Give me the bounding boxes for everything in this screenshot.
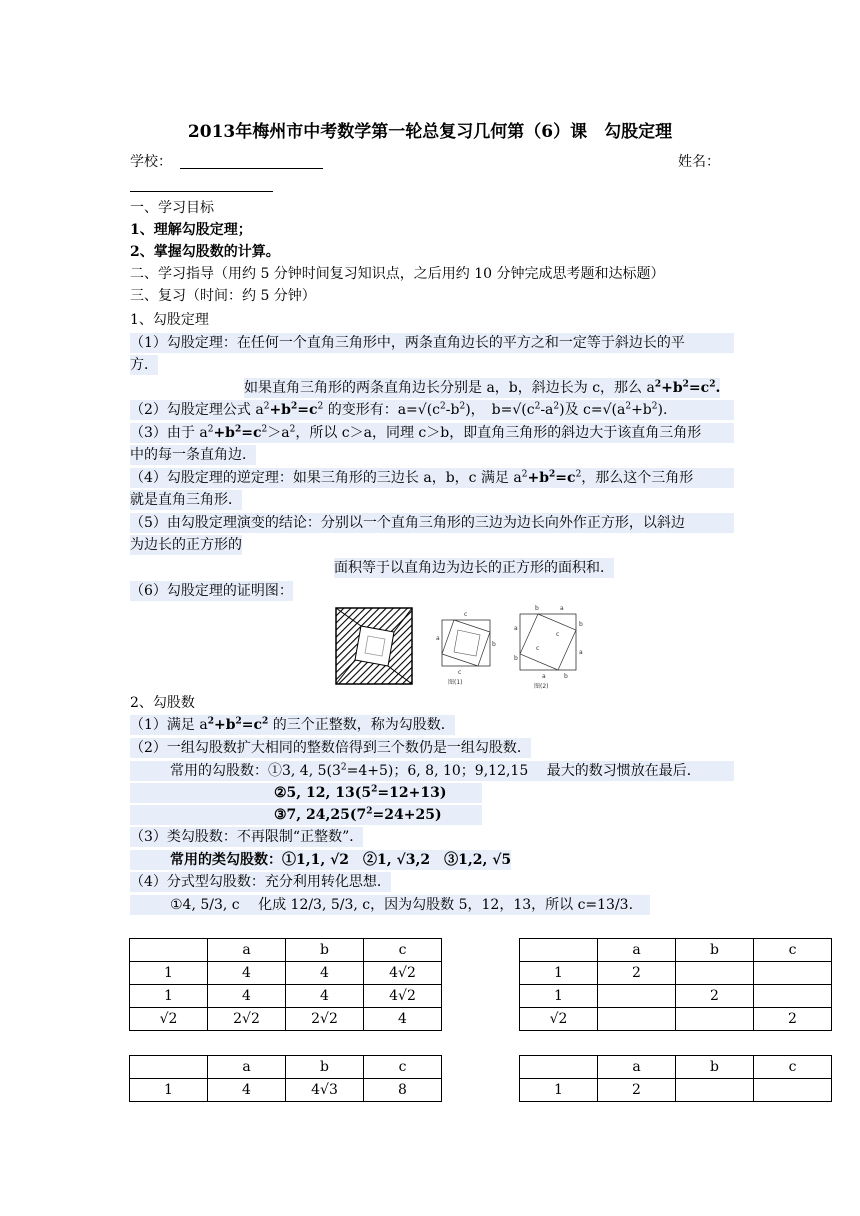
table-row — [520, 939, 832, 962]
paragraph-line: （3）由于 $a^2+b^2=c^2>a^2$，所以 c＞a，同理 c＞b，即直角三角形的斜边大于该直角三角形 — [130, 423, 734, 443]
section-heading: 二、学习指导（用约 5 分钟时间复习知识点，之后用约 10 分钟完成思考题和达标题） — [130, 266, 665, 282]
figure-caption-2: 图(2) — [534, 683, 549, 690]
paragraph-line: （1）勾股定理：在任何一个直角三角形中，两条直角边长的平方之和一定等于斜边长的平 — [130, 333, 734, 353]
table-cell: 1 — [130, 985, 208, 1008]
table-cell: 4 — [208, 1079, 286, 1102]
table-cell: 1 — [520, 1079, 598, 1102]
table-cell: 4 — [286, 985, 364, 1008]
paragraph-line: （6）勾股定理的证明图： — [130, 583, 293, 599]
table-cell: 2 — [754, 1008, 832, 1031]
table-row — [520, 1008, 832, 1031]
table-row — [130, 1008, 442, 1031]
paragraph-line: ③7, $24,25(7^2=24+25)$ — [130, 805, 482, 825]
proof-figures — [330, 600, 590, 690]
paragraph-line: 面积等于以直角边为边长的正方形的面积和． — [334, 560, 614, 576]
table-cell: a — [598, 1056, 676, 1079]
table-cell: 2√2 — [286, 1008, 364, 1031]
table-cell — [754, 1079, 832, 1102]
svg-text:c: c — [536, 645, 540, 652]
table-cell: 4 — [286, 962, 364, 985]
goal-item: 2、掌握勾股数的计算。 — [130, 244, 280, 260]
table-cell — [598, 985, 676, 1008]
table-cell: 4√3 — [286, 1079, 364, 1102]
paragraph-line: （5）由勾股定理演变的结论：分别以一个直角三角形的三边为边长向外作正方形，以斜边 — [130, 513, 734, 533]
goal-item: 1、理解勾股定理； — [130, 222, 252, 238]
name-label: 姓名： — [678, 154, 720, 170]
table-cell — [754, 985, 832, 1008]
subsection-heading: 2、勾股数 — [130, 695, 195, 711]
table-cell: √2 — [520, 1008, 598, 1031]
table-1 — [129, 938, 442, 1031]
paragraph-line: 如果直角三角形的两条直角边长分别是 a，b，斜边长为 c，那么 $a^2+b^2=c^2$. — [244, 379, 721, 396]
svg-text:a: a — [542, 673, 546, 680]
paragraph-line: 常用的类勾股数：①1,1, √2 ②1, √3,2 ③1,2, √5 — [130, 850, 511, 870]
table-cell: 2 — [598, 1079, 676, 1102]
svg-text:a: a — [436, 635, 440, 642]
table-cell: 8 — [364, 1079, 442, 1102]
table-row — [520, 985, 832, 1008]
table-cell: 4 — [208, 962, 286, 985]
table-cell — [520, 1056, 598, 1079]
table-cell: 1 — [130, 1079, 208, 1102]
table-row — [130, 1079, 442, 1102]
proof-figure-2 — [514, 605, 583, 690]
table-cell — [598, 1008, 676, 1031]
svg-text:b: b — [579, 621, 583, 628]
paragraph-line: （1）满足 $a^2+b^2=c^2$ 的三个正整数，称为勾股数． — [130, 716, 455, 733]
svg-text:a: a — [579, 649, 583, 656]
paragraph-line: 方． — [130, 357, 158, 373]
table-cell — [130, 1056, 208, 1079]
table-cell — [676, 962, 754, 985]
paragraph-line: （3）类勾股数：不再限制“正整数”． — [130, 829, 364, 845]
svg-text:c: c — [458, 669, 462, 676]
table-row — [520, 962, 832, 985]
svg-text:b: b — [564, 673, 568, 680]
table-4 — [519, 1055, 832, 1102]
table-cell: 2√2 — [208, 1008, 286, 1031]
table-cell: 1 — [130, 962, 208, 985]
svg-text:c: c — [556, 631, 560, 638]
table-cell: b — [676, 939, 754, 962]
svg-text:b: b — [535, 605, 539, 612]
proof-figure-1 — [436, 611, 496, 686]
table-cell: c — [364, 939, 442, 962]
subsection-heading: 1、勾股定理 — [130, 312, 209, 328]
paragraph-line: ①4, 5/3, c 化成 12/3, 5/3, c，因为勾股数 5，12，13，所以 c=13/3. — [130, 895, 650, 915]
paragraph-line: ②5, 12, $13(5^2=12+13)$ — [130, 783, 482, 803]
svg-text:b: b — [514, 655, 518, 662]
table-cell: b — [286, 1056, 364, 1079]
table-row — [520, 1056, 832, 1079]
svg-text:a: a — [560, 605, 564, 612]
table-cell: 4 — [364, 1008, 442, 1031]
paragraph-line: （4）勾股定理的逆定理：如果三角形的三边长 a，b，c 满足 $a^2+b^2=c^2$，那么这个三角形 — [130, 468, 734, 488]
table-row — [520, 1079, 832, 1102]
table-cell — [676, 1008, 754, 1031]
table-cell: a — [598, 939, 676, 962]
name-underline — [130, 191, 273, 192]
figure-caption-1: 图(1) — [448, 679, 463, 686]
table-row — [130, 1056, 442, 1079]
table-cell: √2 — [130, 1008, 208, 1031]
paragraph-line: 就是直角三角形． — [130, 492, 242, 508]
hatched-square-figure — [336, 608, 412, 684]
table-row — [130, 985, 442, 1008]
section-heading: 一、学习目标 — [130, 200, 214, 216]
table-cell — [130, 939, 208, 962]
table-cell: a — [208, 1056, 286, 1079]
table-3 — [129, 1055, 442, 1102]
table-cell: b — [286, 939, 364, 962]
paragraph-line: （2）一组勾股数扩大相同的整数倍得到三个数仍是一组勾股数． — [130, 740, 531, 756]
table-cell — [676, 1079, 754, 1102]
paragraph-line: 中的每一条直角边． — [130, 447, 256, 463]
school-label: 学校： — [130, 154, 172, 170]
table-cell: a — [208, 939, 286, 962]
paragraph-line: 为边长的正方形的 — [130, 537, 242, 553]
table-cell: c — [754, 939, 832, 962]
table-row — [130, 962, 442, 985]
svg-text:b: b — [492, 641, 496, 648]
section-heading: 三、复习（时间：约 5 分钟） — [130, 288, 316, 304]
table-row — [130, 939, 442, 962]
paragraph-line: （4）分式型勾股数：充分利用转化思想． — [130, 874, 391, 890]
table-cell — [754, 962, 832, 985]
svg-text:c: c — [464, 611, 468, 618]
table-cell: c — [754, 1056, 832, 1079]
table-2 — [519, 938, 832, 1031]
table-cell: b — [676, 1056, 754, 1079]
table-cell: 2 — [598, 962, 676, 985]
svg-text:a: a — [514, 625, 518, 632]
school-underline — [180, 168, 323, 169]
table-cell: 4√2 — [364, 962, 442, 985]
table-cell: 1 — [520, 985, 598, 1008]
table-cell: 1 — [520, 962, 598, 985]
table-cell: c — [364, 1056, 442, 1079]
paragraph-line: 常用的勾股数：①3, 4, $5(3^2=4+5)$；6, 8, 10；9,12,15 最大的数习惯放在最后． — [130, 761, 734, 781]
table-cell: 2 — [676, 985, 754, 1008]
table-cell — [520, 939, 598, 962]
paragraph-line: （2）勾股定理公式 $a^2+b^2=c^2$ 的变形有：$a=√(c^2-b^2)$， $b=√(c^2-a^2)$及 $c=√(a^2+b^2)$. — [130, 400, 734, 420]
table-cell: 4 — [208, 985, 286, 1008]
table-cell: 4√2 — [364, 985, 442, 1008]
page-title: 2013年梅州市中考数学第一轮总复习几何第（6）课 勾股定理 — [187, 122, 673, 142]
